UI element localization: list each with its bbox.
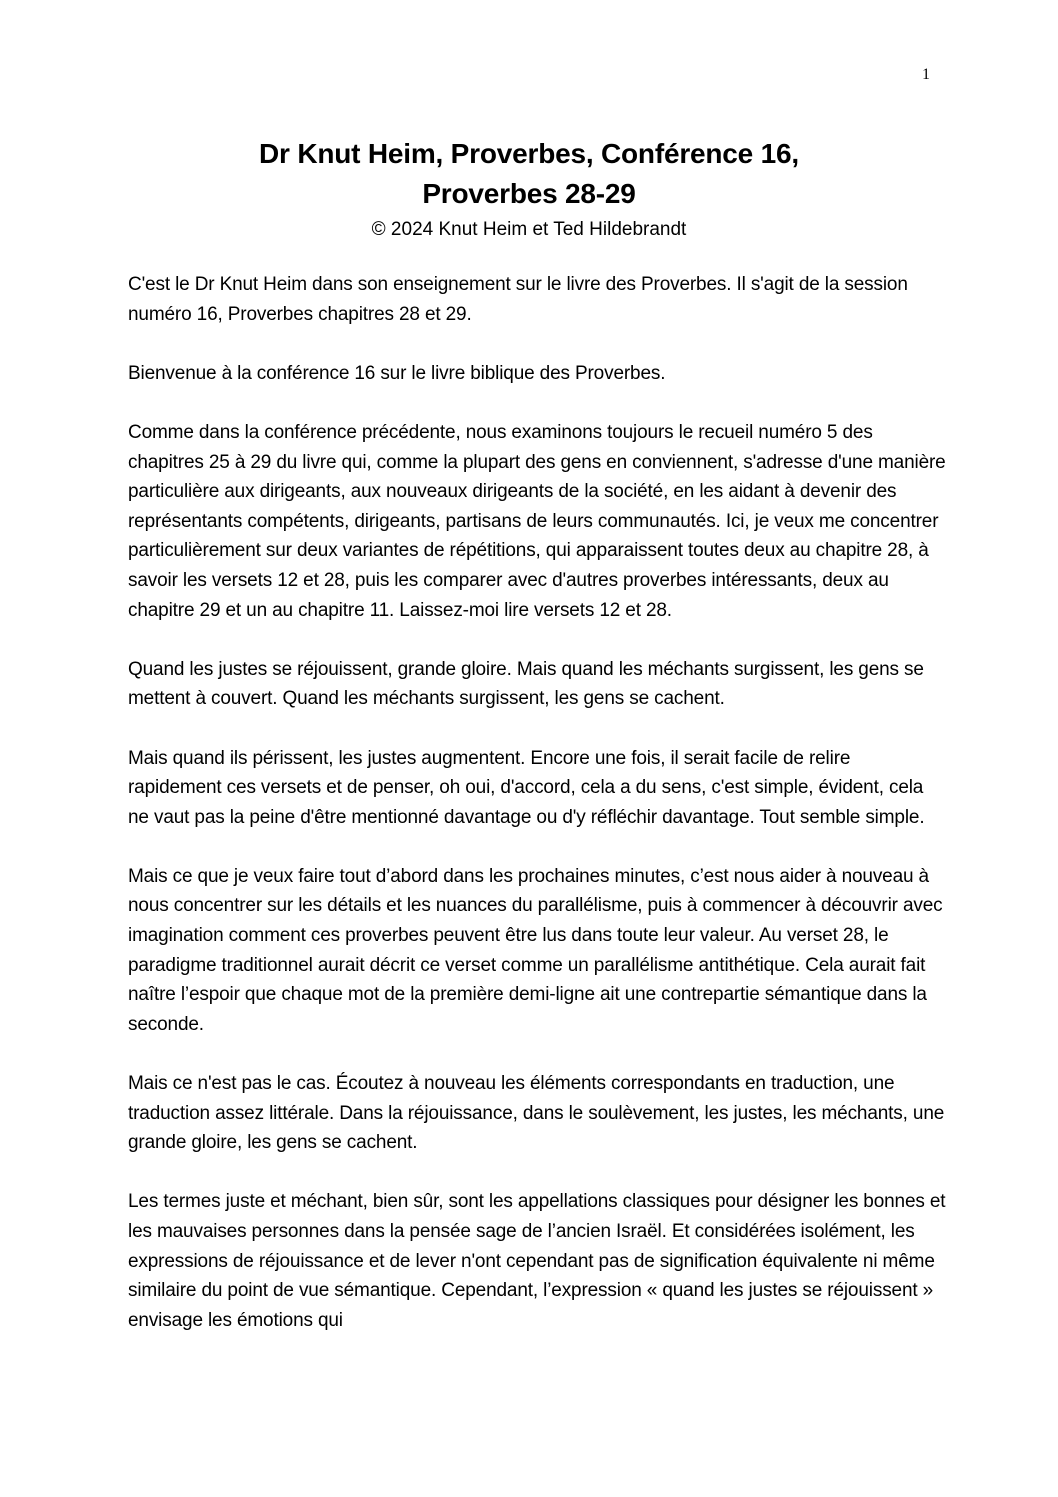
paragraph-terms: Les termes juste et méchant, bien sûr, sont les appellations classiques pour désigner les bonnes et les mauvaises personnes dans la pensée sage de l’ancien Israël. Et considérées isolément, les expressions de réjouissance et de lever n'ont cependant pas de signification équivalente ni même similaire du point de vue sémantique. Cependant, l’expression « quand les justes se réjouissent » envisage les émotions qui bbox=[128, 1191, 946, 1331]
title-block bbox=[0, 134, 1058, 244]
paragraph-intro: C'est le Dr Knut Heim dans son enseignement sur le livre des Proverbes. Il s'agit de la session numéro 16, Proverbes chapitres 28 et 29. bbox=[128, 274, 908, 325]
document-body bbox=[128, 270, 948, 1365]
page-number: 1 bbox=[922, 66, 930, 83]
paragraph-perish: Mais quand ils périssent, les justes augmentent. Encore une fois, il serait facile de relire rapidement ces versets et de penser, oh oui, d'accord, cela a du sens, c'est simple, évident, cela ne vaut pas la peine d'être mentionné davantage ou d'y réfléchir davantage. Tout semble simple. bbox=[128, 747, 925, 828]
paragraph-collection: Comme dans la conférence précédente, nous examinons toujours le recueil numéro 5 des chapitres 25 à 29 du livre qui, comme la plupart des gens en conviennent, s'adresse d'une manière particulière aux dirigeants, aux nouveaux dirigeants de la société, en les aidant à devenir des représentants compétents, dirigeants, partisans de leurs communautés. Ici, je veux me concentrer particulièrement sur deux variantes de répétitions, qui apparaissent toutes deux au chapitre 28, à savoir les versets 12 et 28, puis les comparer avec d'autres proverbes intéressants, deux au chapitre 29 et un au chapitre 11. Laissez-moi lire versets 12 et 28. bbox=[128, 421, 946, 621]
document-title-line-1: Dr Knut Heim, Proverbes, Conférence 16, bbox=[259, 138, 799, 169]
paragraph-verses-quote: Quand les justes se réjouissent, grande gloire. Mais quand les méchants surgissent, les gens se mettent à couvert. Quand les méchants surgissent, les gens se cachent. bbox=[128, 658, 924, 710]
document-title-line-2: Proverbes 28-29 bbox=[422, 178, 636, 209]
paragraph-welcome: Bienvenue à la conférence 16 sur le livre biblique des Proverbes. bbox=[128, 362, 666, 384]
copyright-line: © 2024 Knut Heim et Ted Hildebrandt bbox=[371, 219, 687, 240]
paragraph-translation: Mais ce n'est pas le cas. Écoutez à nouveau les éléments correspondants en traduction, une traduction assez littérale. Dans la réjouissance, dans le soulèvement, les justes, les méchants, une grande gloire, les gens se cachent. bbox=[128, 1073, 945, 1154]
paragraph-parallelism: Mais ce que je veux faire tout d’abord dans les prochaines minutes, c’est nous aider à nouveau à nous concentrer sur les détails et les nuances du parallélisme, puis à commencer à découvrir avec imagination comment ces proverbes peuvent être lus dans toute leur valeur. Au verset 28, le paradigme traditionnel aurait décrit ce verset comme un parallélisme antithétique. Cela aurait fait naître l’espoir que chaque mot de la première demi-ligne ait une contrepartie sémantique dans la seconde. bbox=[128, 865, 943, 1035]
